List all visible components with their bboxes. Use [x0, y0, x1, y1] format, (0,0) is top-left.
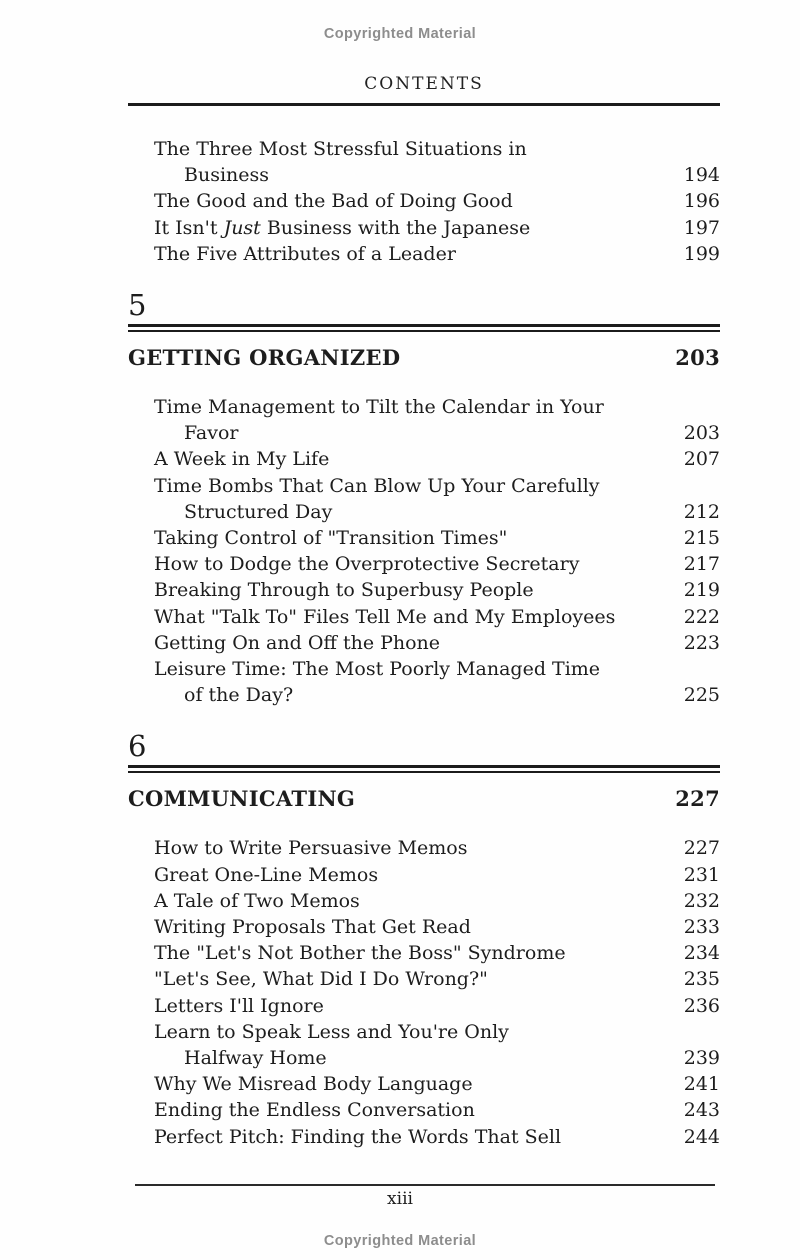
entry-title: Why We Misread Body Language: [154, 1073, 473, 1096]
entry-title: Getting On and Off the Phone: [154, 631, 441, 654]
toc-entry-line: [128, 1124, 720, 1150]
entry-page-number: 241: [683, 1073, 720, 1096]
toc-entry-line: [128, 136, 720, 162]
entry-page-number: 196: [683, 190, 720, 213]
entry-title: Time Management to Tilt the Calendar in Your: [154, 396, 604, 419]
entry-title: The Five Attributes of a Leader: [154, 242, 456, 265]
entry-page-number: 219: [683, 579, 720, 602]
chapter-section-5: [128, 288, 720, 708]
entry-page-number: 203: [683, 422, 720, 445]
toc-entry-line: [128, 862, 720, 888]
chapter-page-number: 227: [675, 786, 720, 812]
entry-page-number: 227: [683, 837, 720, 860]
entry-page-number: 194: [683, 164, 720, 187]
entry-page-number: 222: [683, 605, 720, 628]
entry-title: How to Write Persuasive Memos: [154, 837, 468, 860]
footer-rule: [135, 1184, 715, 1186]
toc-entry-line: [128, 420, 720, 446]
entry-page-number: 207: [683, 448, 720, 471]
entry-page-number: 236: [683, 994, 720, 1017]
entry-title: Halfway Home: [184, 1047, 327, 1070]
entry-page-number: 232: [683, 889, 720, 912]
toc-entry-line: [128, 835, 720, 861]
chapter-section-6: [128, 729, 720, 1149]
entry-page-number: 235: [683, 968, 720, 991]
toc-entry-line: [128, 630, 720, 656]
entry-title-segment: Business with the Japanese: [260, 216, 531, 239]
toc-entry-line: [128, 446, 720, 472]
chapter-rule-thick: [128, 324, 720, 327]
toc-entry-line: [128, 682, 720, 708]
entry-title: Taking Control of "Transition Times": [154, 527, 508, 550]
toc-body: [128, 136, 720, 1150]
entry-title: Great One-Line Memos: [154, 863, 379, 886]
continuation-section: [128, 136, 720, 267]
entry-title: Business: [184, 164, 270, 187]
entry-page-number: 217: [683, 553, 720, 576]
entry-title: [128, 215, 664, 241]
entry-title: Structured Day: [184, 500, 333, 523]
toc-entry-line: [128, 1045, 720, 1071]
toc-entry-line: [128, 888, 720, 914]
entry-title: Perfect Pitch: Finding the Words That Sell: [154, 1125, 562, 1148]
folio-page-number: xiii: [387, 1189, 413, 1209]
toc-entry-line: [128, 1019, 720, 1045]
entry-page-number: 199: [683, 242, 720, 265]
entry-title: of the Day?: [184, 684, 294, 707]
entry-title: How to Dodge the Overprotective Secretary: [154, 553, 580, 576]
entry-title: Letters I'll Ignore: [154, 994, 324, 1017]
toc-entry-line: [128, 241, 720, 267]
chapter-rule-thick: [128, 765, 720, 768]
entry-page-number: 234: [683, 942, 720, 965]
copyright-watermark-bottom: Copyrighted Material: [323, 1233, 477, 1249]
entry-page-number: 233: [683, 916, 720, 939]
toc-content-column: [128, 74, 720, 1150]
entry-title: The Three Most Stressful Situations in: [154, 138, 527, 160]
toc-entry-line: [128, 914, 720, 940]
entry-page-number: 215: [683, 527, 720, 550]
entry-title-italic-segment: Just: [223, 216, 261, 239]
toc-entry-line: [128, 394, 720, 420]
entry-title: Breaking Through to Superbusy People: [154, 579, 534, 602]
entry-list: [128, 136, 720, 267]
chapter-title-row: [128, 344, 720, 372]
entry-page-number: 223: [683, 631, 720, 654]
chapter-rule-thin: [128, 771, 720, 773]
entry-page-number: 197: [683, 216, 720, 239]
chapter-title: COMMUNICATING: [128, 786, 356, 812]
entry-page-number: 225: [683, 684, 720, 707]
entry-title: Time Bombs That Can Blow Up Your Carefully: [154, 474, 600, 497]
entry-title: The Good and the Bad of Doing Good: [154, 190, 513, 213]
entry-page-number: 239: [683, 1047, 720, 1070]
toc-entry-line: [128, 162, 720, 188]
toc-entry-line: [128, 656, 720, 682]
entry-page-number: 243: [683, 1099, 720, 1122]
toc-entry-line: [128, 577, 720, 603]
toc-entry-line: [128, 551, 720, 577]
toc-entry-line: [128, 966, 720, 992]
toc-entry-line: [128, 525, 720, 551]
page-title: CONTENTS: [364, 74, 484, 94]
header-rule: [128, 103, 720, 106]
entry-title-segment: It Isn't: [154, 216, 224, 239]
toc-entry-line: [128, 1097, 720, 1123]
entry-title: A Tale of Two Memos: [154, 889, 360, 912]
entry-title: A Week in My Life: [154, 448, 330, 471]
entry-page-number: 212: [683, 500, 720, 523]
chapter-title-row: [128, 785, 720, 813]
entry-title: Learn to Speak Less and You're Only: [154, 1020, 509, 1043]
toc-entry-line: [128, 1071, 720, 1097]
chapter-page-number: 203: [675, 345, 720, 371]
entry-title: Ending the Endless Conversation: [154, 1099, 475, 1122]
chapter-number: 6: [128, 729, 147, 764]
toc-entry-line: [128, 993, 720, 1019]
toc-entry-line: [128, 188, 720, 214]
entry-list: [128, 835, 720, 1149]
toc-entry-line: [128, 499, 720, 525]
toc-entry-line: [128, 604, 720, 630]
chapter-rule-thin: [128, 330, 720, 332]
entry-title: The "Let's Not Bother the Boss" Syndrome: [154, 942, 566, 965]
entry-page-number: 244: [683, 1125, 720, 1148]
toc-entry-line: [128, 215, 720, 241]
entry-list: [128, 394, 720, 708]
toc-entry-line: [128, 473, 720, 499]
entry-page-number: 231: [683, 863, 720, 886]
entry-title: What "Talk To" Files Tell Me and My Employees: [154, 605, 616, 628]
chapter-number: 5: [128, 288, 147, 323]
entry-title: Writing Proposals That Get Read: [154, 916, 471, 939]
entry-title: "Let's See, What Did I Do Wrong?": [154, 968, 488, 991]
entry-title: Leisure Time: The Most Poorly Managed Time: [154, 658, 601, 681]
chapter-title: GETTING ORGANIZED: [128, 345, 401, 371]
copyright-watermark-top: Copyrighted Material: [323, 26, 477, 42]
toc-entry-line: [128, 940, 720, 966]
entry-title: Favor: [184, 422, 239, 445]
